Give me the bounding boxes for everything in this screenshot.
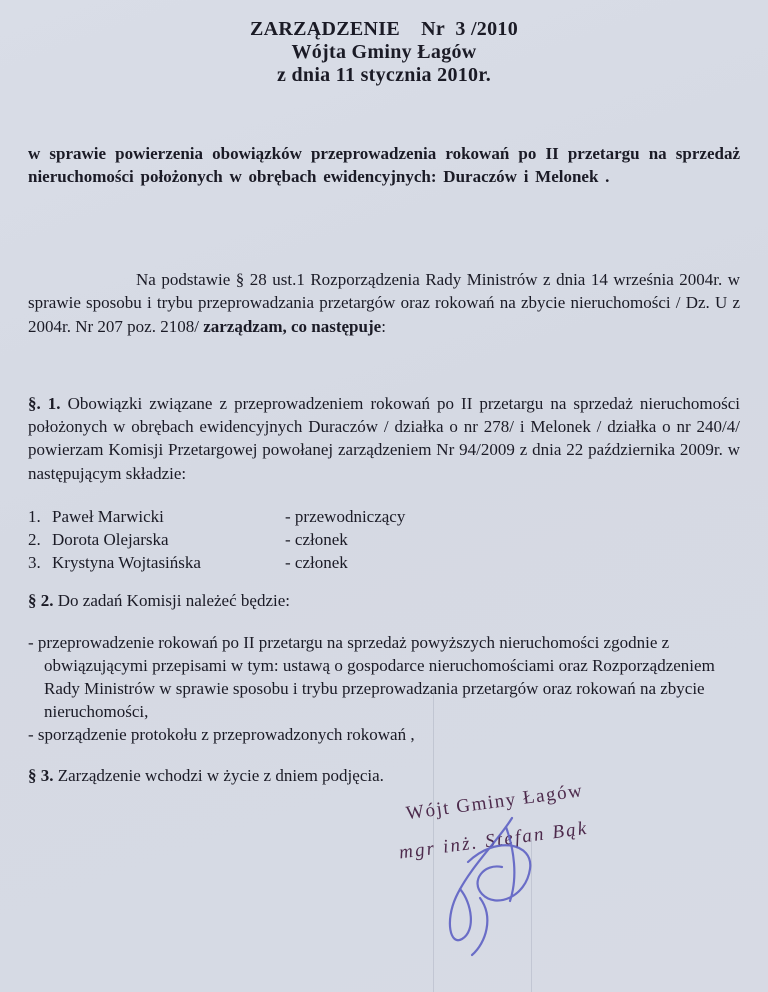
section-3-label: § 3. [28,766,54,786]
section-1-paragraph [28,392,740,485]
section-3-paragraph [28,764,740,787]
section-3-text: Zarządzenie wchodzi w życie z dniem podjęcia. [53,766,384,786]
official-title-stamp: Wójt Gminy Łagów [404,780,585,825]
section-2-text: Do zadań Komisji należeć będzie: [53,591,290,611]
legal-basis-ordering-clause: zarządzam, co następuje [203,316,382,336]
section-1-text: Obowiązki związane z przeprowadzeniem rokowań po II przetargu na sprzedaż nieruchomości położonych w obrębach ewidencyjnych Duraczów / działka o nr 278/ i Melonek / działka o nr 240/4/ powierzam Komisji Przetargowej powołanej zarządzeniem Nr 94/2009 z dnia 22 października 2009r. w następującym składzie: [28,393,740,483]
member-role: - przewodniczący [285,507,406,527]
member-name: Paweł Marwicki [52,507,164,527]
document-title [0,0,768,87]
legal-basis-text: Na podstawie § 28 ust.1 Rozporządzenia Rady Ministrów z dnia 14 września 2004r. w sprawie sposobu i trybu przeprowadzania przetargów oraz rokowań na zbycie nieruchomości / Dz. U z 2004r. Nr 207 poz. 2108/ [28,270,740,336]
subject-paragraph: w sprawie powierzenia obowiązków przeprowadzenia rokowań po II przetargu na sprzedaż nieruchomości położonych w obrębach ewidencyjnych: Duraczów i Melonek . [28,144,740,186]
member-number: 1. [28,507,41,527]
signer-name-stamp: mgr inż. Stefan Bąk [397,817,590,864]
member-name: Dorota Olejarska [52,530,169,550]
member-number: 2. [28,530,41,550]
title-line-date: z dnia 11 stycznia 2010r. [277,64,491,86]
signature-stamp [393,781,589,862]
committee-member-row [28,505,740,528]
section-2-label: § 2. [28,591,54,611]
section-1-label: §. 1. [28,393,61,413]
committee-member-row [28,551,740,574]
task-item: - sporządzenie protokołu z przeprowadzonych rokowań , [28,725,415,745]
committee-member-row [28,528,740,551]
section-2-heading [28,589,740,612]
title-line-number: ZARZĄDZENIE Nr 3 /2010 [249,18,518,40]
paper-fold-line [531,838,532,992]
task-list [28,631,740,746]
member-number: 3. [28,553,41,573]
task-item: - przeprowadzenie rokowań po II przetargu na sprzedaż powyższych nieruchomości zgodnie z obwiązującymi przepisami w tym: ustawą o gospodarce nieruchomościami oraz Rozporządzeniem Rady Ministrów w sprawie sposobu i trybu przeprowadzania przetargów oraz rokowań na zbycie nieruchomości, [28,633,715,722]
legal-basis-colon: : [381,316,386,336]
committee-list [28,505,740,574]
member-role: - członek [285,553,348,573]
member-role: - członek [285,530,348,550]
member-name: Krystyna Wojtasińska [52,553,201,573]
title-line-issuer: Wójta Gminy Łagów [291,41,477,63]
legal-basis-paragraph [28,268,740,338]
